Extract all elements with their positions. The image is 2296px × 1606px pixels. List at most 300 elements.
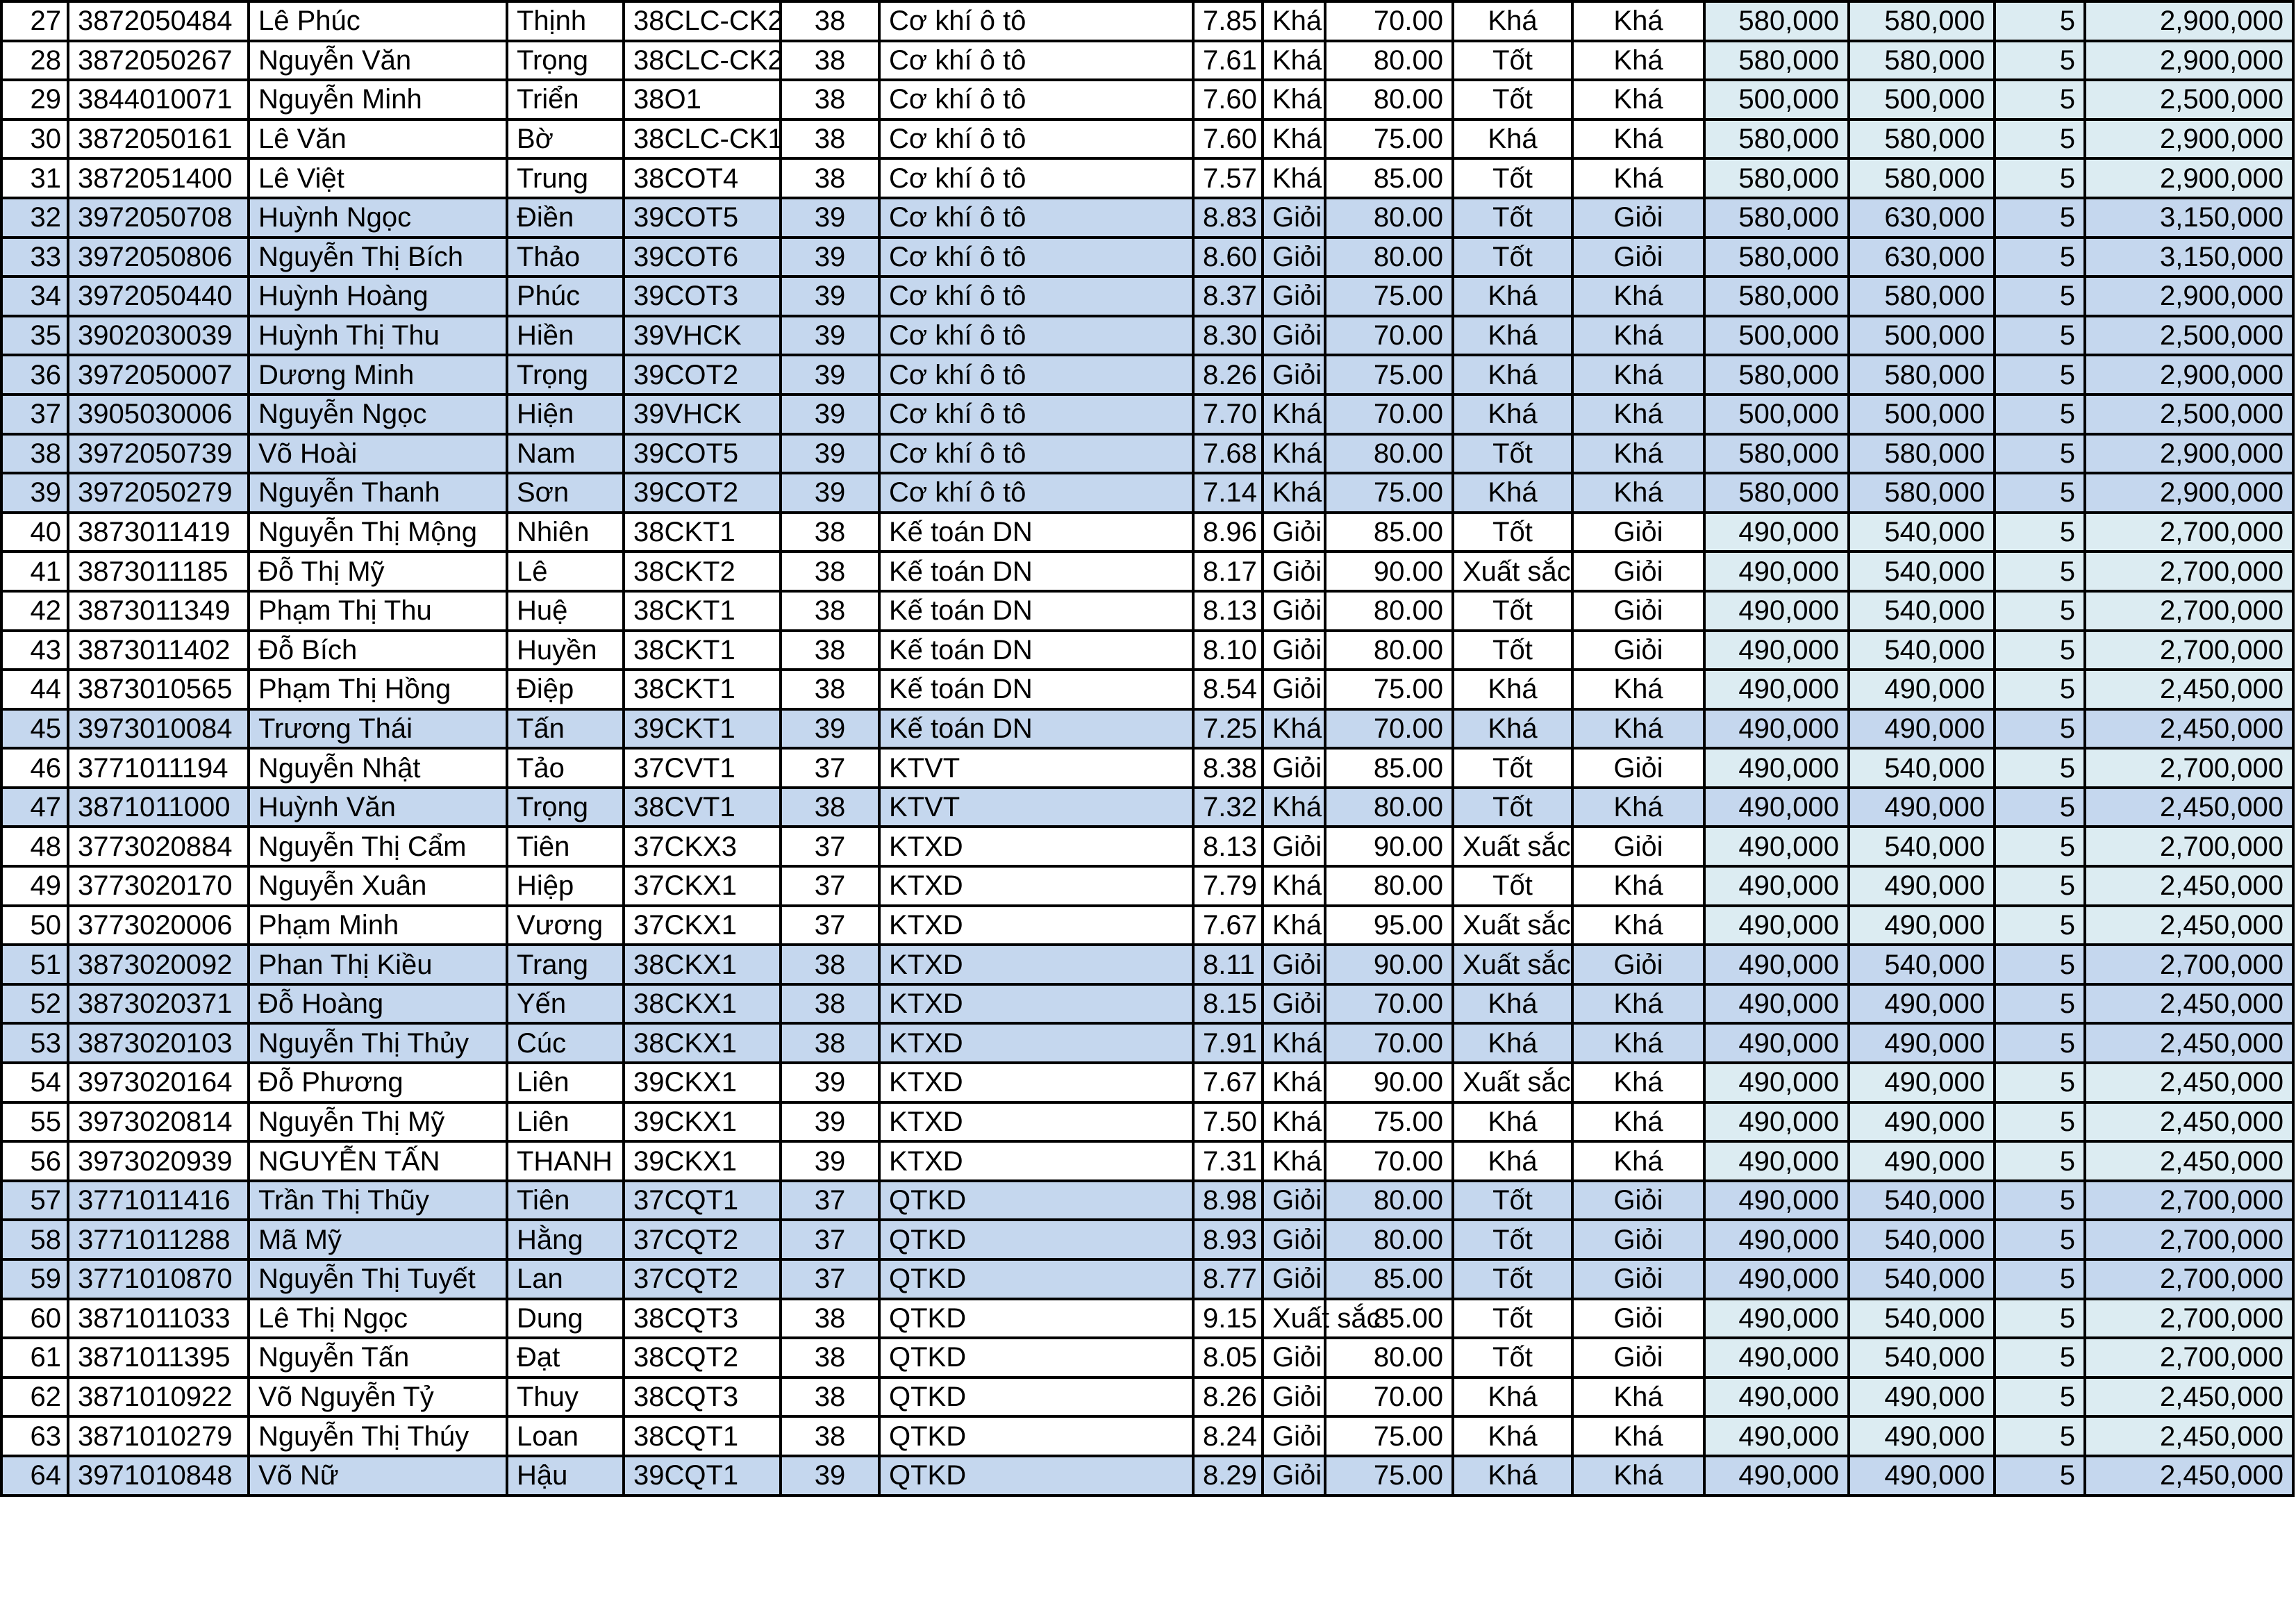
given-name-cell[interactable]: Điệp: [507, 670, 624, 709]
scholarship-amount-cell[interactable]: 490,000: [1849, 709, 1995, 749]
base-amount-cell[interactable]: 490,000: [1704, 1416, 1849, 1456]
gpa-cell[interactable]: 8.30: [1193, 316, 1263, 356]
academic-rank-cell[interactable]: Giỏi: [1263, 1338, 1325, 1377]
class-cell[interactable]: 38CKX1: [624, 1023, 781, 1063]
surname-cell[interactable]: Đỗ Phương: [249, 1063, 507, 1102]
academic-rank-cell[interactable]: Giỏi: [1263, 631, 1325, 670]
months-cell[interactable]: 5: [1995, 591, 2085, 631]
cohort-cell[interactable]: 37: [781, 1220, 879, 1259]
cohort-cell[interactable]: 39: [781, 1063, 879, 1102]
cohort-cell[interactable]: 37: [781, 1181, 879, 1220]
class-cell[interactable]: 38CQT3: [624, 1299, 781, 1339]
class-cell[interactable]: 38CLC-CK1: [624, 119, 781, 159]
student-id-cell[interactable]: 3871011000: [68, 788, 249, 827]
scholarship-amount-cell[interactable]: 490,000: [1849, 906, 1995, 945]
row-number-cell[interactable]: 45: [1, 709, 68, 749]
cohort-cell[interactable]: 39: [781, 709, 879, 749]
academic-rank-cell[interactable]: Khá: [1263, 80, 1325, 119]
conduct-rank-cell[interactable]: Khá: [1453, 276, 1572, 316]
base-amount-cell[interactable]: 580,000: [1704, 238, 1849, 277]
student-id-cell[interactable]: 3972050279: [68, 473, 249, 513]
base-amount-cell[interactable]: 490,000: [1704, 1220, 1849, 1259]
base-amount-cell[interactable]: 490,000: [1704, 748, 1849, 788]
gpa-cell[interactable]: 8.77: [1193, 1259, 1263, 1299]
overall-rank-cell[interactable]: Giỏi: [1572, 945, 1704, 984]
class-cell[interactable]: 39CKX1: [624, 1063, 781, 1102]
base-amount-cell[interactable]: 490,000: [1704, 1063, 1849, 1102]
overall-rank-cell[interactable]: Khá: [1572, 80, 1704, 119]
conduct-rank-cell[interactable]: Khá: [1453, 473, 1572, 513]
overall-rank-cell[interactable]: Khá: [1572, 709, 1704, 749]
class-cell[interactable]: 37CQT1: [624, 1181, 781, 1220]
gpa-cell[interactable]: 9.15: [1193, 1299, 1263, 1339]
class-cell[interactable]: 39CKT1: [624, 709, 781, 749]
months-cell[interactable]: 5: [1995, 1023, 2085, 1063]
base-amount-cell[interactable]: 490,000: [1704, 1299, 1849, 1339]
row-number-cell[interactable]: 61: [1, 1338, 68, 1377]
given-name-cell[interactable]: Lan: [507, 1259, 624, 1299]
student-id-cell[interactable]: 3973010084: [68, 709, 249, 749]
conduct-score-cell[interactable]: 80.00: [1325, 1220, 1453, 1259]
surname-cell[interactable]: Nguyễn Thị Mỹ: [249, 1102, 507, 1142]
cohort-cell[interactable]: 37: [781, 866, 879, 906]
conduct-rank-cell[interactable]: Tốt: [1453, 238, 1572, 277]
conduct-score-cell[interactable]: 80.00: [1325, 41, 1453, 81]
student-id-cell[interactable]: 3872050484: [68, 1, 249, 41]
gpa-cell[interactable]: 8.29: [1193, 1456, 1263, 1496]
total-amount-cell[interactable]: 2,500,000: [2085, 80, 2293, 119]
student-id-cell[interactable]: 3972050440: [68, 276, 249, 316]
major-cell[interactable]: Kế toán DN: [879, 513, 1193, 552]
academic-rank-cell[interactable]: Khá: [1263, 41, 1325, 81]
total-amount-cell[interactable]: 2,450,000: [2085, 1416, 2293, 1456]
conduct-score-cell[interactable]: 70.00: [1325, 984, 1453, 1024]
row-number-cell[interactable]: 39: [1, 473, 68, 513]
academic-rank-cell[interactable]: Khá: [1263, 788, 1325, 827]
student-id-cell[interactable]: 3771011194: [68, 748, 249, 788]
scholarship-amount-cell[interactable]: 540,000: [1849, 1299, 1995, 1339]
row-number-cell[interactable]: 46: [1, 748, 68, 788]
conduct-score-cell[interactable]: 70.00: [1325, 709, 1453, 749]
student-id-cell[interactable]: 3771011416: [68, 1181, 249, 1220]
conduct-score-cell[interactable]: 70.00: [1325, 1, 1453, 41]
base-amount-cell[interactable]: 490,000: [1704, 552, 1849, 591]
total-amount-cell[interactable]: 2,700,000: [2085, 1181, 2293, 1220]
major-cell[interactable]: Cơ khí ô tô: [879, 473, 1193, 513]
major-cell[interactable]: Cơ khí ô tô: [879, 238, 1193, 277]
conduct-score-cell[interactable]: 80.00: [1325, 788, 1453, 827]
cohort-cell[interactable]: 38: [781, 1338, 879, 1377]
conduct-rank-cell[interactable]: Tốt: [1453, 434, 1572, 474]
scholarship-amount-cell[interactable]: 540,000: [1849, 827, 1995, 866]
gpa-cell[interactable]: 8.10: [1193, 631, 1263, 670]
academic-rank-cell[interactable]: Giỏi: [1263, 827, 1325, 866]
conduct-rank-cell[interactable]: Xuất sắc: [1453, 827, 1572, 866]
row-number-cell[interactable]: 54: [1, 1063, 68, 1102]
student-id-cell[interactable]: 3972050007: [68, 355, 249, 395]
conduct-rank-cell[interactable]: Xuất sắc: [1453, 945, 1572, 984]
months-cell[interactable]: 5: [1995, 1181, 2085, 1220]
conduct-score-cell[interactable]: 80.00: [1325, 591, 1453, 631]
base-amount-cell[interactable]: 490,000: [1704, 788, 1849, 827]
academic-rank-cell[interactable]: Giỏi: [1263, 198, 1325, 238]
months-cell[interactable]: 5: [1995, 906, 2085, 945]
academic-rank-cell[interactable]: Giỏi: [1263, 945, 1325, 984]
major-cell[interactable]: KTXD: [879, 1063, 1193, 1102]
scholarship-amount-cell[interactable]: 580,000: [1849, 1, 1995, 41]
scholarship-amount-cell[interactable]: 490,000: [1849, 1377, 1995, 1417]
months-cell[interactable]: 5: [1995, 709, 2085, 749]
base-amount-cell[interactable]: 580,000: [1704, 119, 1849, 159]
surname-cell[interactable]: Nguyễn Thị Thủy: [249, 1023, 507, 1063]
scholarship-amount-cell[interactable]: 540,000: [1849, 945, 1995, 984]
conduct-score-cell[interactable]: 80.00: [1325, 238, 1453, 277]
surname-cell[interactable]: Nguyễn Thị Thúy: [249, 1416, 507, 1456]
months-cell[interactable]: 5: [1995, 788, 2085, 827]
conduct-score-cell[interactable]: 80.00: [1325, 198, 1453, 238]
total-amount-cell[interactable]: 2,450,000: [2085, 709, 2293, 749]
conduct-rank-cell[interactable]: Tốt: [1453, 866, 1572, 906]
base-amount-cell[interactable]: 580,000: [1704, 355, 1849, 395]
student-id-cell[interactable]: 3871010279: [68, 1416, 249, 1456]
row-number-cell[interactable]: 38: [1, 434, 68, 474]
base-amount-cell[interactable]: 490,000: [1704, 709, 1849, 749]
row-number-cell[interactable]: 28: [1, 41, 68, 81]
conduct-rank-cell[interactable]: Tốt: [1453, 748, 1572, 788]
class-cell[interactable]: 37CQT2: [624, 1220, 781, 1259]
row-number-cell[interactable]: 42: [1, 591, 68, 631]
gpa-cell[interactable]: 7.25: [1193, 709, 1263, 749]
conduct-score-cell[interactable]: 90.00: [1325, 1063, 1453, 1102]
major-cell[interactable]: Kế toán DN: [879, 709, 1193, 749]
given-name-cell[interactable]: Hiệp: [507, 866, 624, 906]
months-cell[interactable]: 5: [1995, 552, 2085, 591]
major-cell[interactable]: QTKD: [879, 1377, 1193, 1417]
surname-cell[interactable]: Nguyễn Thị Bích: [249, 238, 507, 277]
row-number-cell[interactable]: 48: [1, 827, 68, 866]
surname-cell[interactable]: Phạm Minh: [249, 906, 507, 945]
given-name-cell[interactable]: Lê: [507, 552, 624, 591]
months-cell[interactable]: 5: [1995, 945, 2085, 984]
surname-cell[interactable]: Nguyễn Văn: [249, 41, 507, 81]
conduct-score-cell[interactable]: 95.00: [1325, 906, 1453, 945]
total-amount-cell[interactable]: 2,450,000: [2085, 670, 2293, 709]
student-id-cell[interactable]: 3971010848: [68, 1456, 249, 1496]
base-amount-cell[interactable]: 580,000: [1704, 1, 1849, 41]
total-amount-cell[interactable]: 2,900,000: [2085, 276, 2293, 316]
gpa-cell[interactable]: 8.38: [1193, 748, 1263, 788]
class-cell[interactable]: 37CKX3: [624, 827, 781, 866]
cohort-cell[interactable]: 39: [781, 1141, 879, 1181]
scholarship-amount-cell[interactable]: 490,000: [1849, 1023, 1995, 1063]
conduct-score-cell[interactable]: 90.00: [1325, 827, 1453, 866]
base-amount-cell[interactable]: 580,000: [1704, 473, 1849, 513]
overall-rank-cell[interactable]: Khá: [1572, 1102, 1704, 1142]
row-number-cell[interactable]: 40: [1, 513, 68, 552]
given-name-cell[interactable]: Hậu: [507, 1456, 624, 1496]
major-cell[interactable]: Cơ khí ô tô: [879, 434, 1193, 474]
given-name-cell[interactable]: Tảo: [507, 748, 624, 788]
given-name-cell[interactable]: Trọng: [507, 355, 624, 395]
total-amount-cell[interactable]: 2,900,000: [2085, 473, 2293, 513]
surname-cell[interactable]: Đỗ Bích: [249, 631, 507, 670]
class-cell[interactable]: 39COT2: [624, 355, 781, 395]
scholarship-amount-cell[interactable]: 500,000: [1849, 316, 1995, 356]
months-cell[interactable]: 5: [1995, 1141, 2085, 1181]
row-number-cell[interactable]: 27: [1, 1, 68, 41]
student-id-cell[interactable]: 3872050161: [68, 119, 249, 159]
row-number-cell[interactable]: 52: [1, 984, 68, 1024]
overall-rank-cell[interactable]: Khá: [1572, 906, 1704, 945]
total-amount-cell[interactable]: 2,450,000: [2085, 1063, 2293, 1102]
surname-cell[interactable]: Phạm Thị Thu: [249, 591, 507, 631]
conduct-rank-cell[interactable]: Khá: [1453, 1, 1572, 41]
academic-rank-cell[interactable]: Giỏi: [1263, 591, 1325, 631]
class-cell[interactable]: 38COT4: [624, 158, 781, 198]
student-id-cell[interactable]: 3873011349: [68, 591, 249, 631]
major-cell[interactable]: KTXD: [879, 1141, 1193, 1181]
row-number-cell[interactable]: 53: [1, 1023, 68, 1063]
surname-cell[interactable]: Nguyễn Xuân: [249, 866, 507, 906]
student-id-cell[interactable]: 3973020939: [68, 1141, 249, 1181]
conduct-score-cell[interactable]: 75.00: [1325, 1416, 1453, 1456]
base-amount-cell[interactable]: 490,000: [1704, 1023, 1849, 1063]
surname-cell[interactable]: Nguyễn Thị Tuyết: [249, 1259, 507, 1299]
major-cell[interactable]: KTXD: [879, 1102, 1193, 1142]
months-cell[interactable]: 5: [1995, 41, 2085, 81]
student-id-cell[interactable]: 3973020814: [68, 1102, 249, 1142]
cohort-cell[interactable]: 38: [781, 1, 879, 41]
overall-rank-cell[interactable]: Giỏi: [1572, 238, 1704, 277]
months-cell[interactable]: 5: [1995, 1377, 2085, 1417]
row-number-cell[interactable]: 55: [1, 1102, 68, 1142]
scholarship-amount-cell[interactable]: 500,000: [1849, 395, 1995, 434]
academic-rank-cell[interactable]: Khá: [1263, 434, 1325, 474]
major-cell[interactable]: Kế toán DN: [879, 631, 1193, 670]
academic-rank-cell[interactable]: Khá: [1263, 119, 1325, 159]
base-amount-cell[interactable]: 490,000: [1704, 1181, 1849, 1220]
surname-cell[interactable]: Nguyễn Nhật: [249, 748, 507, 788]
major-cell[interactable]: Cơ khí ô tô: [879, 316, 1193, 356]
scholarship-amount-cell[interactable]: 630,000: [1849, 238, 1995, 277]
student-id-cell[interactable]: 3773020884: [68, 827, 249, 866]
scholarship-amount-cell[interactable]: 580,000: [1849, 434, 1995, 474]
student-id-cell[interactable]: 3873011185: [68, 552, 249, 591]
student-id-cell[interactable]: 3773020170: [68, 866, 249, 906]
given-name-cell[interactable]: Nam: [507, 434, 624, 474]
given-name-cell[interactable]: Đạt: [507, 1338, 624, 1377]
class-cell[interactable]: 38CQT2: [624, 1338, 781, 1377]
scholarship-amount-cell[interactable]: 540,000: [1849, 1338, 1995, 1377]
row-number-cell[interactable]: 58: [1, 1220, 68, 1259]
student-id-cell[interactable]: 3873010565: [68, 670, 249, 709]
overall-rank-cell[interactable]: Giỏi: [1572, 1299, 1704, 1339]
class-cell[interactable]: 39VHCK: [624, 316, 781, 356]
academic-rank-cell[interactable]: Giỏi: [1263, 748, 1325, 788]
base-amount-cell[interactable]: 490,000: [1704, 513, 1849, 552]
total-amount-cell[interactable]: 2,900,000: [2085, 119, 2293, 159]
major-cell[interactable]: Cơ khí ô tô: [879, 119, 1193, 159]
surname-cell[interactable]: Võ Hoài: [249, 434, 507, 474]
given-name-cell[interactable]: Thịnh: [507, 1, 624, 41]
cohort-cell[interactable]: 38: [781, 945, 879, 984]
student-id-cell[interactable]: 3873020371: [68, 984, 249, 1024]
base-amount-cell[interactable]: 580,000: [1704, 158, 1849, 198]
overall-rank-cell[interactable]: Khá: [1572, 866, 1704, 906]
cohort-cell[interactable]: 38: [781, 119, 879, 159]
major-cell[interactable]: KTXD: [879, 945, 1193, 984]
months-cell[interactable]: 5: [1995, 1416, 2085, 1456]
student-id-cell[interactable]: 3972050739: [68, 434, 249, 474]
months-cell[interactable]: 5: [1995, 984, 2085, 1024]
conduct-rank-cell[interactable]: Khá: [1453, 1023, 1572, 1063]
row-number-cell[interactable]: 56: [1, 1141, 68, 1181]
conduct-rank-cell[interactable]: Tốt: [1453, 591, 1572, 631]
months-cell[interactable]: 5: [1995, 1299, 2085, 1339]
scholarship-amount-cell[interactable]: 540,000: [1849, 591, 1995, 631]
cohort-cell[interactable]: 37: [781, 906, 879, 945]
given-name-cell[interactable]: Liên: [507, 1063, 624, 1102]
conduct-rank-cell[interactable]: Khá: [1453, 984, 1572, 1024]
conduct-score-cell[interactable]: 75.00: [1325, 670, 1453, 709]
overall-rank-cell[interactable]: Khá: [1572, 1416, 1704, 1456]
months-cell[interactable]: 5: [1995, 1456, 2085, 1496]
given-name-cell[interactable]: Huệ: [507, 591, 624, 631]
conduct-rank-cell[interactable]: Khá: [1453, 709, 1572, 749]
base-amount-cell[interactable]: 490,000: [1704, 1259, 1849, 1299]
academic-rank-cell[interactable]: Giỏi: [1263, 238, 1325, 277]
conduct-rank-cell[interactable]: Khá: [1453, 119, 1572, 159]
scholarship-amount-cell[interactable]: 490,000: [1849, 788, 1995, 827]
overall-rank-cell[interactable]: Khá: [1572, 473, 1704, 513]
gpa-cell[interactable]: 8.26: [1193, 355, 1263, 395]
surname-cell[interactable]: Lê Thị Ngọc: [249, 1299, 507, 1339]
scholarship-amount-cell[interactable]: 490,000: [1849, 1416, 1995, 1456]
months-cell[interactable]: 5: [1995, 316, 2085, 356]
conduct-score-cell[interactable]: 90.00: [1325, 552, 1453, 591]
surname-cell[interactable]: Lê Việt: [249, 158, 507, 198]
gpa-cell[interactable]: 7.50: [1193, 1102, 1263, 1142]
row-number-cell[interactable]: 49: [1, 866, 68, 906]
gpa-cell[interactable]: 8.15: [1193, 984, 1263, 1024]
gpa-cell[interactable]: 7.60: [1193, 119, 1263, 159]
scholarship-amount-cell[interactable]: 540,000: [1849, 1181, 1995, 1220]
student-id-cell[interactable]: 3902030039: [68, 316, 249, 356]
conduct-score-cell[interactable]: 75.00: [1325, 276, 1453, 316]
surname-cell[interactable]: Đỗ Hoàng: [249, 984, 507, 1024]
total-amount-cell[interactable]: 2,900,000: [2085, 355, 2293, 395]
row-number-cell[interactable]: 32: [1, 198, 68, 238]
cohort-cell[interactable]: 38: [781, 1416, 879, 1456]
overall-rank-cell[interactable]: Giỏi: [1572, 1181, 1704, 1220]
base-amount-cell[interactable]: 490,000: [1704, 1141, 1849, 1181]
given-name-cell[interactable]: Cúc: [507, 1023, 624, 1063]
base-amount-cell[interactable]: 580,000: [1704, 434, 1849, 474]
months-cell[interactable]: 5: [1995, 276, 2085, 316]
major-cell[interactable]: Cơ khí ô tô: [879, 355, 1193, 395]
scholarship-amount-cell[interactable]: 540,000: [1849, 1259, 1995, 1299]
academic-rank-cell[interactable]: Khá: [1263, 866, 1325, 906]
given-name-cell[interactable]: Trọng: [507, 788, 624, 827]
overall-rank-cell[interactable]: Khá: [1572, 1456, 1704, 1496]
surname-cell[interactable]: Trần Thị Thũy: [249, 1181, 507, 1220]
months-cell[interactable]: 5: [1995, 1338, 2085, 1377]
academic-rank-cell[interactable]: Giỏi: [1263, 1220, 1325, 1259]
scholarship-amount-cell[interactable]: 540,000: [1849, 748, 1995, 788]
gpa-cell[interactable]: 8.93: [1193, 1220, 1263, 1259]
scholarship-amount-cell[interactable]: 580,000: [1849, 276, 1995, 316]
row-number-cell[interactable]: 31: [1, 158, 68, 198]
scholarship-amount-cell[interactable]: 540,000: [1849, 513, 1995, 552]
months-cell[interactable]: 5: [1995, 513, 2085, 552]
total-amount-cell[interactable]: 2,700,000: [2085, 513, 2293, 552]
gpa-cell[interactable]: 7.60: [1193, 80, 1263, 119]
given-name-cell[interactable]: Bờ: [507, 119, 624, 159]
scholarship-amount-cell[interactable]: 490,000: [1849, 1102, 1995, 1142]
given-name-cell[interactable]: Yến: [507, 984, 624, 1024]
major-cell[interactable]: Cơ khí ô tô: [879, 276, 1193, 316]
academic-rank-cell[interactable]: Khá: [1263, 395, 1325, 434]
cohort-cell[interactable]: 38: [781, 788, 879, 827]
scholarship-amount-cell[interactable]: 490,000: [1849, 984, 1995, 1024]
given-name-cell[interactable]: Hằng: [507, 1220, 624, 1259]
gpa-cell[interactable]: 8.11: [1193, 945, 1263, 984]
row-number-cell[interactable]: 37: [1, 395, 68, 434]
major-cell[interactable]: QTKD: [879, 1299, 1193, 1339]
cohort-cell[interactable]: 39: [781, 395, 879, 434]
overall-rank-cell[interactable]: Khá: [1572, 670, 1704, 709]
conduct-score-cell[interactable]: 75.00: [1325, 1102, 1453, 1142]
surname-cell[interactable]: Nguyễn Thanh: [249, 473, 507, 513]
total-amount-cell[interactable]: 2,900,000: [2085, 158, 2293, 198]
total-amount-cell[interactable]: 3,150,000: [2085, 198, 2293, 238]
base-amount-cell[interactable]: 490,000: [1704, 1377, 1849, 1417]
conduct-rank-cell[interactable]: Tốt: [1453, 788, 1572, 827]
base-amount-cell[interactable]: 490,000: [1704, 670, 1849, 709]
scholarship-amount-cell[interactable]: 580,000: [1849, 473, 1995, 513]
months-cell[interactable]: 5: [1995, 1220, 2085, 1259]
conduct-rank-cell[interactable]: Khá: [1453, 316, 1572, 356]
overall-rank-cell[interactable]: Khá: [1572, 1, 1704, 41]
conduct-rank-cell[interactable]: Khá: [1453, 1456, 1572, 1496]
academic-rank-cell[interactable]: Giỏi: [1263, 1416, 1325, 1456]
conduct-score-cell[interactable]: 70.00: [1325, 1377, 1453, 1417]
total-amount-cell[interactable]: 2,700,000: [2085, 945, 2293, 984]
class-cell[interactable]: 38O1: [624, 80, 781, 119]
scholarship-amount-cell[interactable]: 540,000: [1849, 552, 1995, 591]
academic-rank-cell[interactable]: Khá: [1263, 473, 1325, 513]
scholarship-amount-cell[interactable]: 580,000: [1849, 158, 1995, 198]
base-amount-cell[interactable]: 490,000: [1704, 866, 1849, 906]
academic-rank-cell[interactable]: Giỏi: [1263, 1259, 1325, 1299]
months-cell[interactable]: 5: [1995, 119, 2085, 159]
conduct-score-cell[interactable]: 80.00: [1325, 1181, 1453, 1220]
base-amount-cell[interactable]: 490,000: [1704, 1456, 1849, 1496]
overall-rank-cell[interactable]: Giỏi: [1572, 1220, 1704, 1259]
major-cell[interactable]: Cơ khí ô tô: [879, 198, 1193, 238]
conduct-rank-cell[interactable]: Tốt: [1453, 41, 1572, 81]
given-name-cell[interactable]: THANH: [507, 1141, 624, 1181]
months-cell[interactable]: 5: [1995, 670, 2085, 709]
months-cell[interactable]: 5: [1995, 866, 2085, 906]
class-cell[interactable]: 39COT5: [624, 434, 781, 474]
gpa-cell[interactable]: 7.70: [1193, 395, 1263, 434]
overall-rank-cell[interactable]: Giỏi: [1572, 1338, 1704, 1377]
major-cell[interactable]: QTKD: [879, 1416, 1193, 1456]
months-cell[interactable]: 5: [1995, 631, 2085, 670]
gpa-cell[interactable]: 8.60: [1193, 238, 1263, 277]
total-amount-cell[interactable]: 2,450,000: [2085, 866, 2293, 906]
